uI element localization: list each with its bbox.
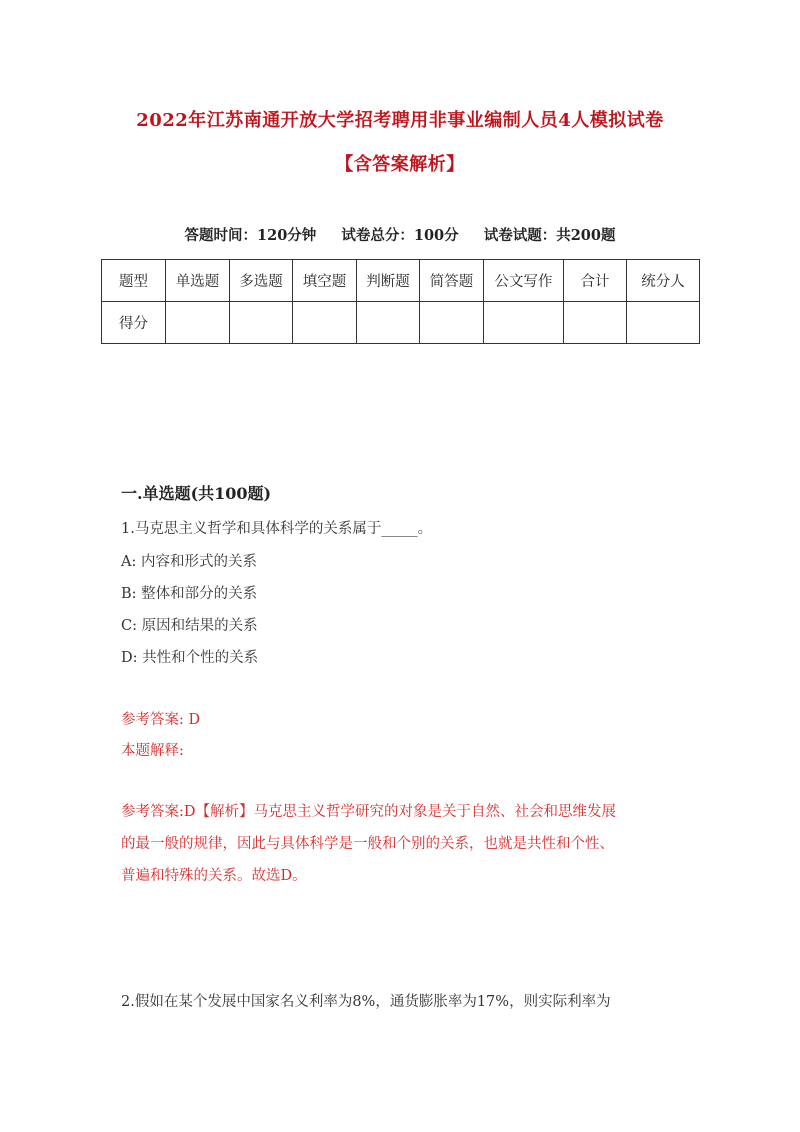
score-table-header-cell: 合计 bbox=[564, 260, 627, 302]
question-1-explanation-label: 本题解释: bbox=[121, 743, 184, 759]
score-table-header-cell: 统分人 bbox=[627, 260, 700, 302]
question-2-stem: 2.假如在某个发展中国家名义利率为8%，通货膨胀率为17%，则实际利率为 bbox=[121, 994, 611, 1010]
exam-total-score: 试卷总分：100分 bbox=[341, 227, 459, 244]
score-table bbox=[101, 259, 700, 344]
score-cell[interactable] bbox=[564, 302, 627, 344]
exam-total-questions: 试卷试题：共200题 bbox=[483, 227, 616, 244]
score-table-header-cell: 题型 bbox=[102, 260, 166, 302]
score-cell[interactable] bbox=[230, 302, 293, 344]
score-table-score-row bbox=[102, 302, 700, 344]
section-title: 一.单选题(共100题) bbox=[121, 484, 272, 503]
score-table-header-cell: 公文写作 bbox=[484, 260, 564, 302]
score-cell[interactable] bbox=[293, 302, 357, 344]
score-table-header-cell: 填空题 bbox=[293, 260, 357, 302]
explanation-line: 的最一般的规律，因此与具体科学是一般和个别的关系，也就是共性和个性、 bbox=[121, 836, 614, 852]
score-table-header-cell: 多选题 bbox=[230, 260, 293, 302]
score-row-label: 得分 bbox=[102, 302, 166, 344]
score-cell[interactable] bbox=[484, 302, 564, 344]
explanation-line: 参考答案:D【解析】马克思主义哲学研究的对象是关于自然、社会和思维发展 bbox=[121, 804, 617, 820]
score-table-header-row bbox=[102, 260, 700, 302]
question-1-option-b: B: 整体和部分的关系 bbox=[121, 586, 258, 602]
score-cell[interactable] bbox=[627, 302, 700, 344]
score-table-header-cell: 单选题 bbox=[166, 260, 230, 302]
question-1-option-a: A: 内容和形式的关系 bbox=[121, 554, 257, 570]
score-cell[interactable] bbox=[166, 302, 230, 344]
score-table-header-cell: 简答题 bbox=[420, 260, 484, 302]
exam-title-line2: 【含答案解析】 bbox=[335, 154, 465, 175]
question-1-option-c: C: 原因和结果的关系 bbox=[121, 618, 258, 634]
score-cell[interactable] bbox=[357, 302, 420, 344]
explanation-line: 普遍和特殊的关系。故选D。 bbox=[121, 868, 307, 884]
question-1-option-d: D: 共性和个性的关系 bbox=[121, 650, 259, 666]
question-1-answer: 参考答案: D bbox=[121, 712, 201, 728]
exam-title-line1: 2022年江苏南通开放大学招考聘用非事业编制人员4人模拟试卷 bbox=[136, 110, 664, 131]
score-table-header-cell: 判断题 bbox=[357, 260, 420, 302]
exam-meta bbox=[0, 224, 800, 245]
question-1-stem: 1.马克思主义哲学和具体科学的关系属于_____。 bbox=[121, 521, 433, 537]
exam-time: 答题时间：120分钟 bbox=[184, 227, 317, 244]
score-cell[interactable] bbox=[420, 302, 484, 344]
question-1-explanation bbox=[121, 796, 677, 892]
